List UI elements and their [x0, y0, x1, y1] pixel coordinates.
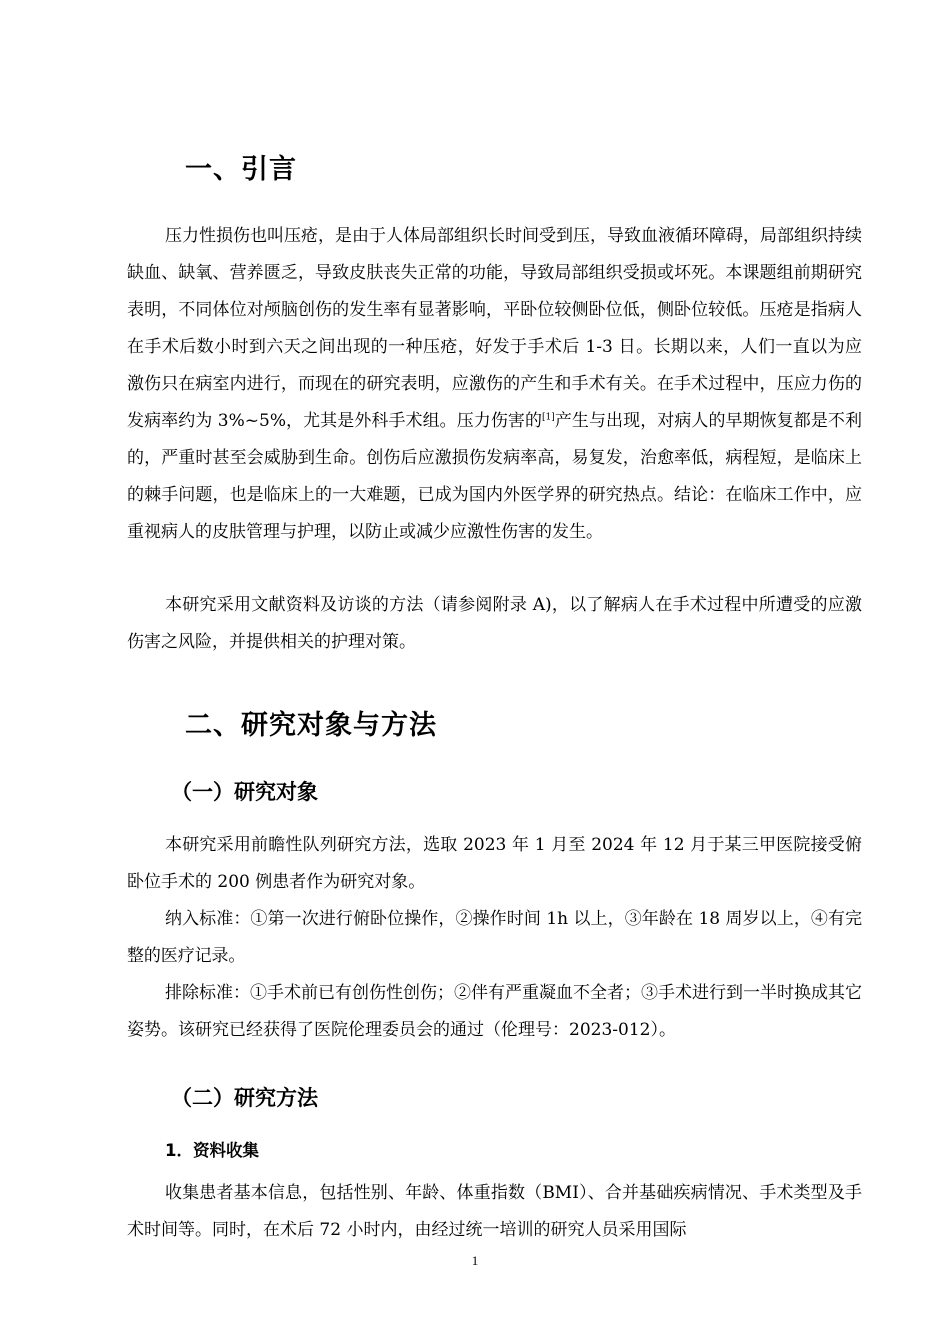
- citation-marker[interactable]: [1]: [542, 412, 555, 423]
- paragraph-text: 压力性损伤也叫压疮，是由于人体局部组织长时间受到压，导致血液循环障碍，局部组织持续缺血、缺氧、营养匮乏，导致皮肤丧失正常的功能，导致局部组织受损或坏死。本课题组前期研究表明，不同体位对颅脑创伤的发生率有显著影响，平卧位较侧卧位低，侧卧位较低。压疮是指病人在手术后数小时到六天之间出现的一种压疮，好发于手术后 1-3 日。长期以来，人们一直以为应激伤只在病室内进行，而现在的研究表明，应激伤的产生和手术有关。在手术过程中，压应力伤的发病率约为 3%~5%，尤其是外科手术组。压力伤害的: [127, 226, 862, 431]
- paragraph-inclusion-criteria: 纳入标准：①第一次进行俯卧位操作，②操作时间 1h 以上，③年龄在 18 周岁以上，④有完整的医疗记录。: [127, 909, 862, 966]
- sub-subsection-heading-data-collection: 1．资料收集: [165, 1141, 259, 1160]
- paragraph-subjects-1: 本研究采用前瞻性队列研究方法，选取 2023 年 1 月至 2024 年 12 月于某三甲医院接受俯卧位手术的 200 例患者作为研究对象。: [127, 835, 862, 892]
- paragraph-text: 产生与出现，对病人的早期恢复都是不利的，严重时甚至会威胁到生命。创伤后应激损伤发病率高，易复发，治愈率低，病程短，是临床上的棘手问题，也是临床上的一大难题，已成为国内外医学界的研究热点。结论：在临床工作中，应重视病人的皮肤管理与护理，以防止或减少应激性伤害的发生。: [127, 411, 862, 542]
- section-heading-introduction: 一、引言: [185, 154, 297, 185]
- paragraph-intro-1: [127, 218, 862, 551]
- subsection-heading-methods: （二）研究方法: [171, 1086, 318, 1110]
- paragraph-intro-2: 本研究采用文献资料及访谈的方法（请参阅附录 A)，以了解病人在手术过程中所遭受的应激伤害之风险，并提供相关的护理对策。: [127, 595, 862, 652]
- section-heading-methods: 二、研究对象与方法: [185, 710, 437, 741]
- subsection-heading-subjects: （一）研究对象: [171, 780, 318, 804]
- page-number: 1: [471, 1253, 479, 1268]
- paragraph-data-collection: 收集患者基本信息，包括性别、年龄、体重指数（BMI）、合并基础疾病情况、手术类型及手术时间等。同时，在术后 72 小时内，由经过统一培训的研究人员采用国际: [127, 1183, 862, 1240]
- paragraph-exclusion-criteria: 排除标准：①手术前已有创伤性创伤；②伴有严重凝血不全者；③手术进行到一半时换成其它姿势。该研究已经获得了医院伦理委员会的通过（伦理号：2023-012）。: [127, 983, 862, 1040]
